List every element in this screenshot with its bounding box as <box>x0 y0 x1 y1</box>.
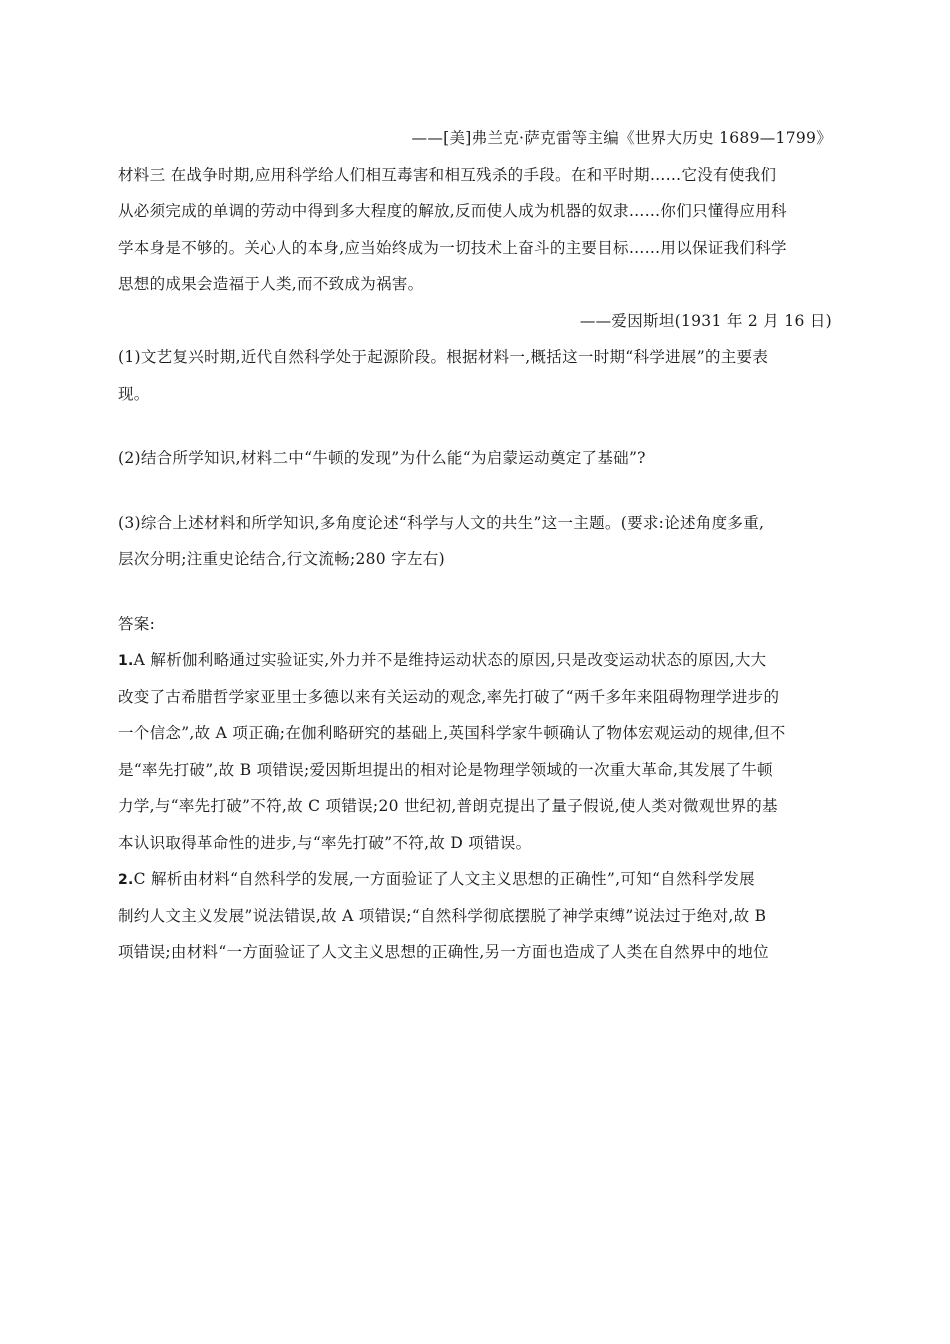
answer-2 <box>118 861 832 971</box>
question-1 <box>118 339 832 412</box>
answer-line: 项错误;由材料“一方面验证了人文主义思想的正确性,另一方面也造成了人类在自然界中的地位 <box>118 943 769 961</box>
answer-line: 一个信念”,故 A 项正确;在伽利略研究的基础上,英国科学家牛顿确认了物体宏观运动的规律,但不 <box>118 724 786 742</box>
question-3 <box>118 505 832 578</box>
question-line: 层次分明;注重史论结合,行文流畅;280 字左右) <box>118 550 445 568</box>
answer-line: 是“率先打破”,故 B 项错误;爱因斯坦提出的相对论是物理学领域的一次重大革命,其发展了牛顿 <box>118 760 773 779</box>
question-line: 现。 <box>118 384 150 403</box>
material3-line: 材料三 在战争时期,应用科学给人们相互毒害和相互残杀的手段。在和平时期……它没有使我们 <box>118 165 777 184</box>
answer-number: 2. <box>118 872 134 888</box>
answer-line: 力学,与“率先打破”不符,故 C 项错误;20 世纪初,普朗克提出了量子假说,使人类对微观世界的基 <box>118 797 778 815</box>
document-page <box>118 120 832 971</box>
answer-text: C 解析由材料“自然科学的发展,一方面验证了人文主义思想的正确性”,可知“自然科学发展 <box>133 870 755 888</box>
material3-source: ——爱因斯坦(1931 年 2 月 16 日) <box>579 311 832 330</box>
answer-text: A 解析伽利略通过实验证实,外力并不是维持运动状态的原因,只是改变运动状态的原因,大大 <box>133 651 767 669</box>
question-line: (1)文艺复兴时期,近代自然科学处于起源阶段。根据材料一,概括这一时期“科学进展”的主要表 <box>118 348 769 366</box>
answer-number: 1. <box>118 653 134 669</box>
question-line: (2)结合所学知识,材料二中“牛顿的发现”为什么能“为启蒙运动奠定了基础”? <box>118 449 646 467</box>
material3-line: 从必须完成的单调的劳动中得到多大程度的解放,反而使人成为机器的奴隶……你们只懂得应用科 <box>118 202 787 220</box>
question-2 <box>118 440 832 477</box>
material3-line: 思想的成果会造福于人类,而不致成为祸害。 <box>118 275 424 293</box>
answer-line: 制约人文主义发展”说法错误,故 A 项错误;“自然科学彻底摆脱了神学束缚”说法过于绝对,故 B <box>118 906 767 925</box>
material2-source: ——[美]弗兰克·萨克雷等主编《世界大历史 1689—1799》 <box>411 129 832 147</box>
material3-line: 学本身是不够的。关心人的本身,应当始终成为一切技术上奋斗的主要目标……用以保证我们科学 <box>118 238 787 257</box>
answer-line: 本认识取得革命性的进步,与“率先打破”不符,故 D 项错误。 <box>118 833 532 852</box>
answers-heading: 答案: <box>118 614 156 633</box>
material3-block <box>118 157 832 340</box>
question-line: (3)综合上述材料和所学知识,多角度论述“科学与人文的共生”这一主题。(要求:论述角度多重, <box>118 513 765 532</box>
answer-line <box>118 642 832 679</box>
answer-1 <box>118 642 832 861</box>
answer-line <box>118 861 832 898</box>
answer-line: 改变了古希腊哲学家亚里士多德以来有关运动的观念,率先打破了“两千多年来阻碍物理学进步的 <box>118 687 780 706</box>
